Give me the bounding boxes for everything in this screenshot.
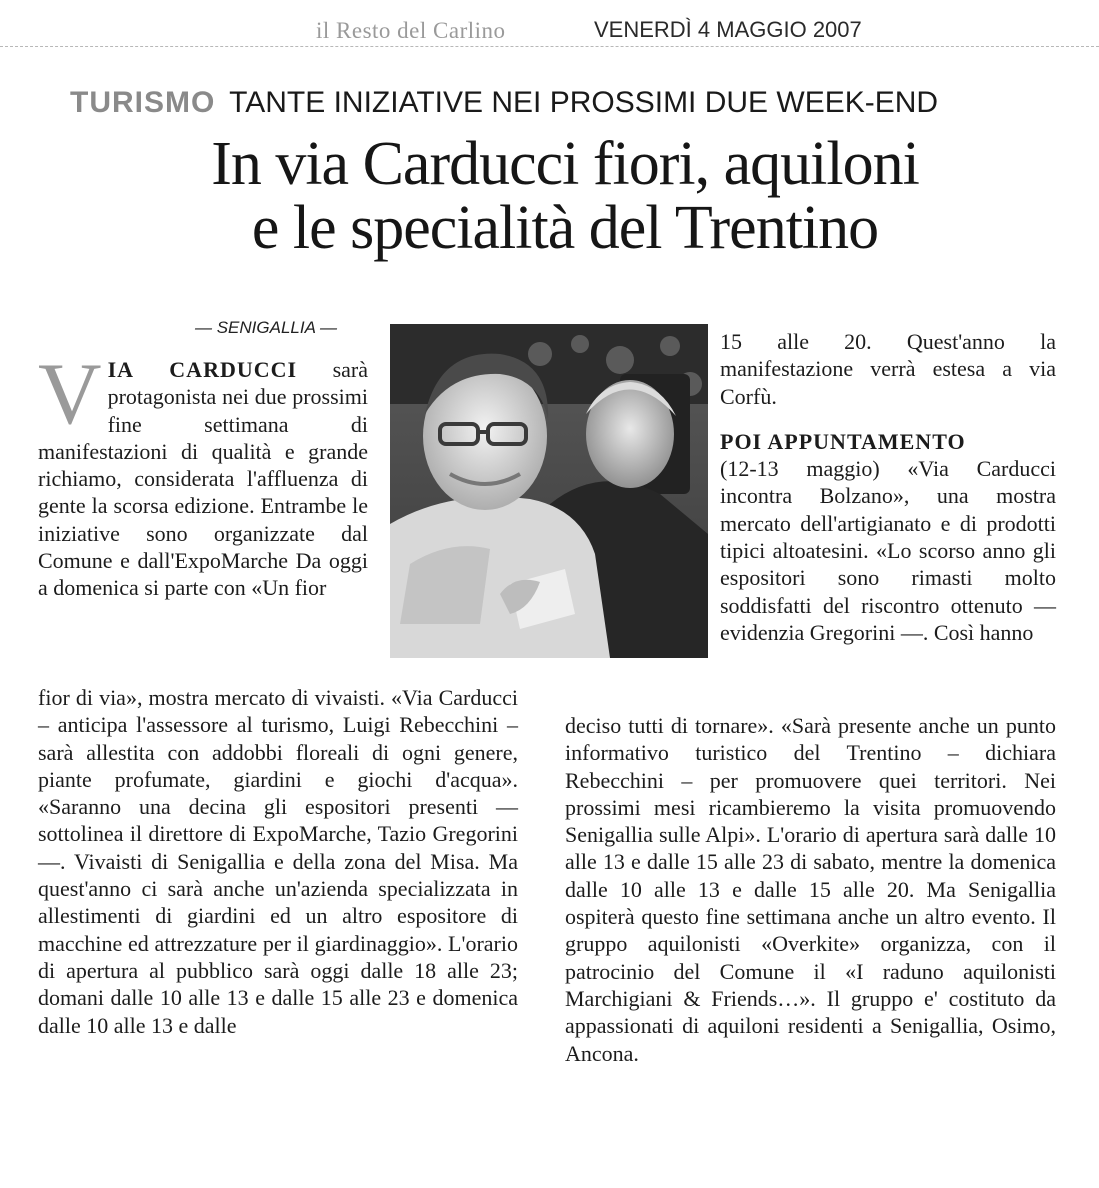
lead-bold: IA CARDUCCI <box>107 357 298 382</box>
column-2-top-text: 15 alle 20. Quest'anno la manifestazione verrà estesa a via Corfù. <box>720 329 1056 409</box>
column-2-mid-text: (12-13 maggio) «Via Carducci incontra Bolzano», una mostra mercato dell'artigianato e di prodotti tipici altoatesini. «Lo scorso anno gli espositori sono rimasti molto soddisfatti del riscontro ottenuto — evidenzia Gregorini —. Così hanno <box>720 456 1056 645</box>
article-column-1-bottom <box>38 684 518 1039</box>
headline <box>70 132 1060 260</box>
publication-date: VENERDÌ 4 MAGGIO 2007 <box>594 17 862 42</box>
article-column-2-top <box>720 328 1056 646</box>
article-column-1-top <box>38 346 368 602</box>
subhead: POI APPUNTAMENTO <box>720 428 966 454</box>
newspaper-name: il Resto del Carlino <box>316 18 506 43</box>
drop-cap: V <box>38 346 102 443</box>
headline-line-1: In via Carducci fiori, aquiloni <box>211 130 919 198</box>
column-2-bottom-text: deciso tutti di tornare». «Sarà presente anche un punto informativo turistico del Trentino – dichiara Rebecchini – per promuovere quei territori. Nei prossimi mesi ricambieremo la visita promuovendo Senigallia sulle Alpi». L'orario di apertura sarà dalle 10 alle 13 e dalle 15 alle 23 di sabato, mentre la domenica dalle 10 alle 13 e dalle 15 alle 20. Ma Senigallia ospiterà questo fine settimana anche un altro evento. Il gruppo aquilonisti «Overkite» organizza, con il patrocinio del Comune il «I raduno aquilonisti Marchigiani & Friends…». Il gruppo e' costituto da appassionati di aquiloni residenti a Senigallia, Osimo, Ancona. <box>565 713 1056 1066</box>
masthead <box>300 14 900 50</box>
article-photo <box>390 324 708 658</box>
article-column-2-bottom <box>565 712 1056 1067</box>
header-divider <box>0 46 1099 47</box>
column-1-top-text: sarà protagonista nei due prossimi fine settimana di manifestazioni di qualità e grande richiamo, considerata l'affluenza di gente la scorsa edizione. Entrambe le iniziative sono organizzate dal Comune e dall'ExpoMarche Da oggi a domenica si parte con «Un fior <box>38 357 368 601</box>
headline-line-2: e le specialità del Trentino <box>251 194 879 262</box>
kicker-section: TURISMO <box>70 86 216 119</box>
kicker <box>70 86 1050 126</box>
dateline: — SENIGALLIA — <box>195 318 338 337</box>
column-1-bottom-text: fior di via», mostra mercato di vivaisti. «Via Carducci – anticipa l'assessore al turismo, Luigi Rebecchini – sarà allestita con addobbi floreali di ogni genere, piante profumate, giardini e giochi d'acqua». «Saranno una decina gli espositori presenti — sottolinea il direttore di ExpoMarche, Tazio Gregorini —. Vivaisti di Senigallia e della zona del Misa. Ma quest'anno ci sarà anche un'azienda specializzata in allestimenti di giardini ed un altro espositore di macchine ed attrezzature per il giardinaggio». L'orario di apertura al pubblico sarà oggi dalle 18 alle 23; domani dalle 10 alle 13 e dalle 15 alle 23 e domenica dalle 10 alle 13 e dalle <box>38 685 518 1038</box>
photo-two-men-image <box>390 324 708 658</box>
kicker-text: TANTE INIZIATIVE NEI PROSSIMI DUE WEEK-END <box>229 86 939 119</box>
